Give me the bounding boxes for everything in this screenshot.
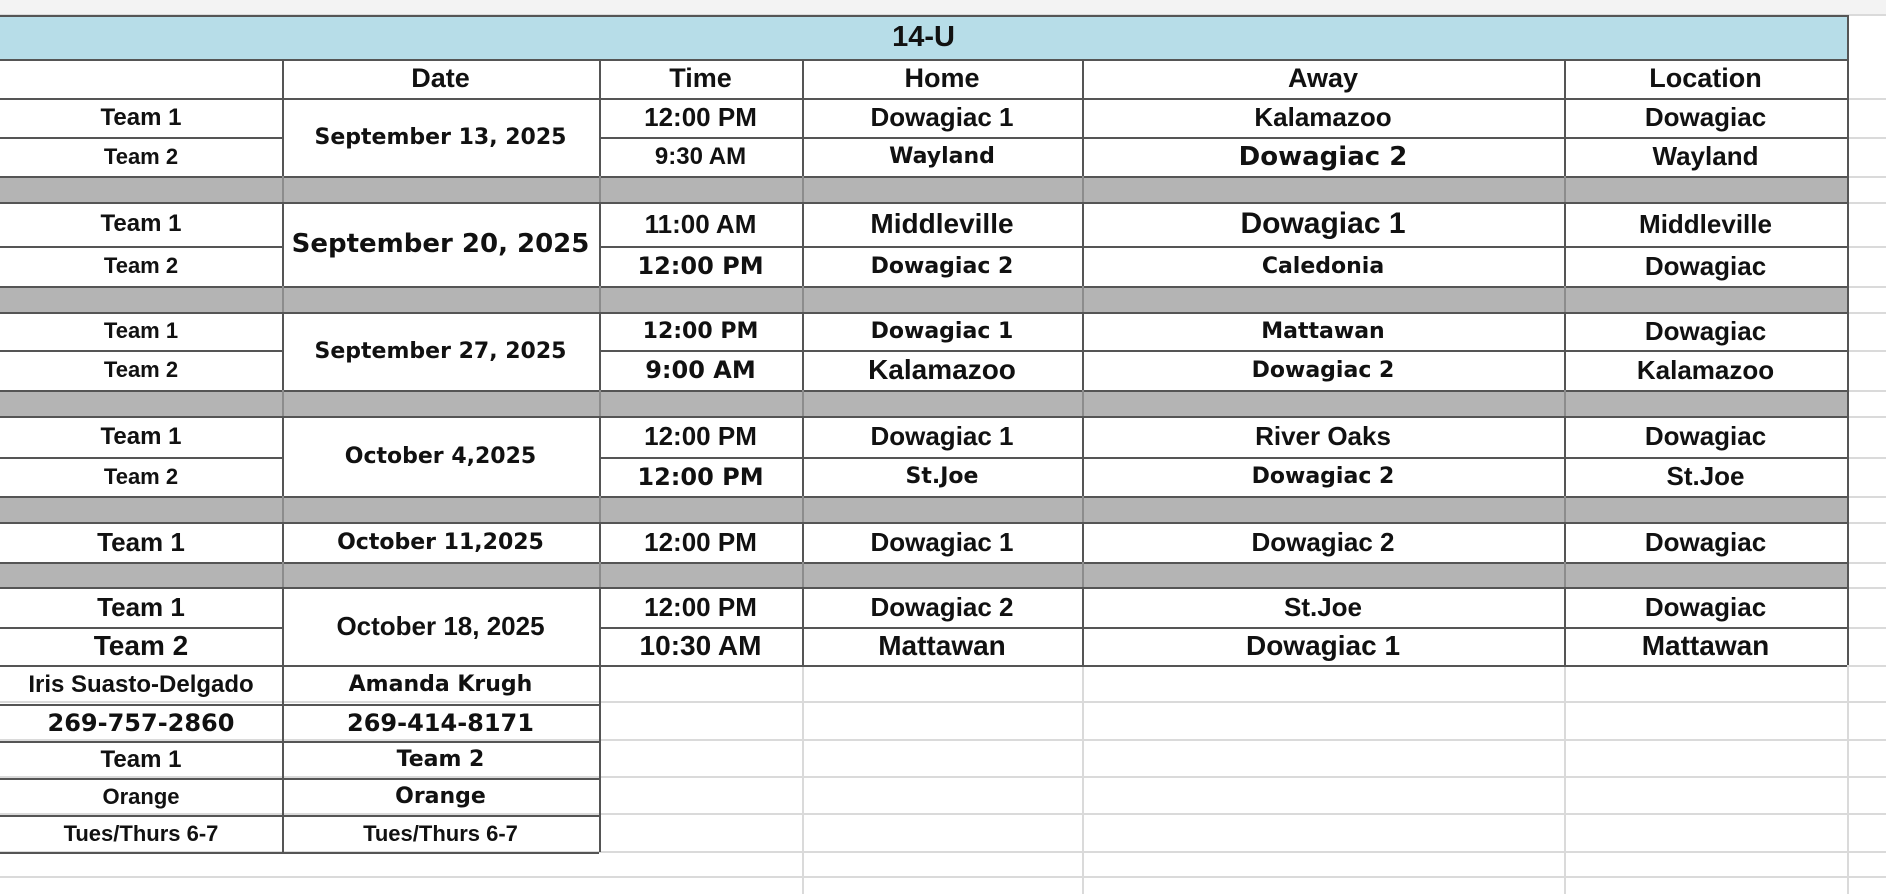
column-border (1564, 202, 1566, 286)
team-cell[interactable]: Team 2 (103, 143, 179, 169)
column-border (1564, 587, 1566, 665)
column-border (1082, 202, 1084, 286)
team-cell[interactable]: Team 1 (103, 318, 179, 343)
home-cell[interactable]: Mattawan (878, 630, 1006, 661)
row-border (0, 522, 1847, 524)
sheet-title[interactable]: 14-U (892, 20, 955, 53)
column-border (599, 416, 601, 496)
date-cell[interactable]: October 4,2025 (344, 443, 537, 469)
column-border (599, 496, 601, 522)
away-cell[interactable]: Kalamazoo (1254, 102, 1392, 132)
header-location[interactable]: Location (1649, 63, 1762, 93)
home-cell[interactable]: Dowagiac 1 (870, 318, 1014, 344)
location-cell[interactable]: Dowagiac (1644, 250, 1767, 281)
location-cell[interactable]: St.Joe (1666, 461, 1745, 491)
row-border (0, 390, 1847, 392)
date-cell[interactable]: September 13, 2025 (314, 124, 567, 150)
column-border (282, 587, 284, 665)
row-border (1847, 522, 1886, 524)
separator-band (0, 562, 1847, 587)
row-border (0, 246, 282, 248)
column-border (1082, 496, 1084, 522)
row-border (1847, 246, 1886, 248)
row-border (1847, 416, 1886, 418)
column-border (599, 522, 601, 562)
column-border (1564, 312, 1566, 390)
row-border (0, 312, 1847, 314)
date-cell[interactable]: October 11,2025 (337, 529, 544, 555)
row-border (0, 587, 1847, 589)
row-border (0, 627, 282, 629)
location-cell[interactable]: Kalamazoo (1636, 354, 1775, 385)
date-cell[interactable]: October 18, 2025 (336, 610, 545, 641)
date-cell[interactable]: September 27, 2025 (314, 338, 567, 364)
separator-band (0, 176, 1847, 202)
column-border (599, 59, 601, 98)
location-cell[interactable]: Dowagiac (1644, 526, 1767, 557)
column-border (1564, 59, 1566, 98)
column-border (802, 665, 804, 894)
column-border (599, 587, 601, 665)
column-header-strip (0, 0, 1886, 14)
column-border (1082, 176, 1084, 202)
away-cell[interactable]: Dowagiac 2 (1238, 141, 1408, 172)
column-border (1564, 496, 1566, 522)
coach-info-cell[interactable]: 269-414-8171 (347, 708, 534, 737)
column-border (282, 496, 284, 522)
column-border (1082, 522, 1084, 562)
row-border (599, 137, 1847, 139)
home-cell[interactable]: Dowagiac 2 (870, 253, 1014, 279)
team-cell[interactable]: Team 1 (97, 591, 185, 622)
column-border (1564, 562, 1566, 587)
header-date[interactable]: Date (411, 63, 470, 93)
away-cell[interactable]: St.Joe (1283, 591, 1363, 622)
location-cell[interactable]: Dowagiac (1644, 102, 1767, 132)
column-border (282, 286, 284, 312)
column-border (1564, 665, 1566, 894)
column-border (802, 496, 804, 522)
row-border (1847, 202, 1886, 204)
time-cell[interactable]: 12:00 PM (644, 591, 757, 622)
row-border (1847, 98, 1886, 100)
team-cell[interactable]: Team 2 (103, 253, 179, 278)
row-border (0, 176, 1847, 178)
away-cell[interactable]: Dowagiac 1 (1240, 207, 1406, 240)
column-border (599, 98, 601, 176)
column-border (802, 286, 804, 312)
time-cell[interactable]: 12:00 PM (637, 252, 764, 280)
column-border (802, 98, 804, 176)
team-cell[interactable]: Team 2 (103, 357, 179, 382)
column-border (802, 587, 804, 665)
column-border (599, 390, 601, 416)
coach-info-cell[interactable]: 269-757-2860 (47, 708, 235, 737)
column-border (1082, 562, 1084, 587)
time-cell[interactable]: 10:30 AM (639, 630, 762, 661)
column-border (599, 665, 601, 852)
column-border (1564, 416, 1566, 496)
row-border (0, 59, 1847, 61)
column-border (802, 562, 804, 587)
header-home[interactable]: Home (904, 63, 980, 93)
row-border (0, 457, 282, 459)
row-border (0, 137, 282, 139)
home-cell[interactable]: St.Joe (905, 464, 979, 489)
coach-info-cell[interactable]: Iris Suasto-Delgado (28, 670, 254, 698)
location-cell[interactable]: Dowagiac (1644, 421, 1767, 451)
row-border (1847, 390, 1886, 392)
column-border (1082, 312, 1084, 390)
location-cell[interactable]: Wayland (1652, 141, 1759, 171)
away-cell[interactable]: Mattawan (1261, 318, 1385, 344)
date-cell[interactable]: September 20, 2025 (291, 229, 590, 259)
column-border (802, 176, 804, 202)
row-border (1847, 457, 1886, 459)
column-border (599, 312, 601, 390)
row-border (1847, 496, 1886, 498)
coach-info-cell[interactable]: Orange (395, 784, 486, 809)
home-cell[interactable]: Dowagiac 1 (870, 102, 1014, 132)
time-cell[interactable]: 12:00 PM (644, 421, 757, 451)
column-border (1082, 98, 1084, 176)
separator-band (0, 390, 1847, 416)
row-border (0, 350, 282, 352)
row-border (0, 562, 1847, 564)
column-border (282, 312, 284, 390)
coach-info-cell[interactable]: Team 1 (100, 745, 182, 773)
home-cell[interactable]: Dowagiac 2 (870, 591, 1014, 622)
column-border (1082, 286, 1084, 312)
row-border (1847, 665, 1886, 667)
column-border (1847, 665, 1849, 894)
home-cell[interactable]: Middleville (870, 208, 1014, 239)
row-border (0, 496, 1847, 498)
home-cell[interactable]: Kalamazoo (868, 354, 1016, 385)
column-border (802, 312, 804, 390)
header-blank[interactable] (0, 59, 282, 98)
row-border (599, 457, 1847, 459)
row-border (1847, 137, 1886, 139)
row-border (0, 202, 1847, 204)
home-cell[interactable]: Dowagiac 1 (870, 526, 1014, 557)
column-border (599, 202, 601, 286)
home-cell[interactable]: Dowagiac 1 (870, 421, 1014, 451)
coach-info-cell[interactable]: Tues/Thurs 6-7 (63, 820, 219, 846)
row-border (0, 15, 1847, 17)
time-cell[interactable]: 9:00 AM (645, 356, 756, 384)
column-border (1082, 416, 1084, 496)
column-border (282, 562, 284, 587)
header-away[interactable]: Away (1287, 63, 1359, 93)
column-border (282, 176, 284, 202)
team-cell[interactable]: Team 1 (100, 103, 182, 131)
column-border (802, 522, 804, 562)
column-border (1564, 286, 1566, 312)
row-border (0, 852, 599, 854)
separator-band (0, 496, 1847, 522)
team-cell[interactable]: Team 1 (100, 210, 182, 237)
time-cell[interactable]: 12:00 PM (644, 102, 757, 132)
away-cell[interactable]: Dowagiac 1 (1245, 630, 1401, 661)
column-border (1564, 390, 1566, 416)
row-border (1847, 312, 1886, 314)
column-border (282, 59, 284, 98)
column-border (282, 665, 284, 852)
row-border (1847, 176, 1886, 178)
row-border (0, 876, 1886, 878)
team-cell[interactable]: Team 1 (100, 422, 182, 450)
time-cell[interactable]: 11:00 AM (644, 208, 757, 239)
away-cell[interactable]: Dowagiac 2 (1251, 464, 1395, 489)
location-cell[interactable]: Middleville (1639, 208, 1772, 239)
column-border (599, 562, 601, 587)
row-border (599, 350, 1847, 352)
time-cell[interactable]: 9:30 AM (654, 142, 747, 170)
separator-band (0, 286, 1847, 312)
coach-info-cell[interactable]: Amanda Krugh (348, 672, 533, 697)
team-cell[interactable]: Team 2 (93, 630, 189, 661)
column-border (1564, 522, 1566, 562)
time-cell[interactable]: 12:00 PM (637, 462, 764, 491)
row-border (599, 627, 1847, 629)
location-cell[interactable]: Dowagiac (1644, 315, 1767, 346)
column-border (1082, 665, 1084, 894)
location-cell[interactable]: Mattawan (1641, 630, 1770, 661)
column-border (282, 390, 284, 416)
team-cell[interactable]: Team 2 (103, 463, 179, 489)
column-border (1082, 59, 1084, 98)
row-border (1847, 627, 1886, 629)
away-cell[interactable]: Caledonia (1261, 253, 1385, 279)
column-border (802, 202, 804, 286)
column-border (599, 286, 601, 312)
column-border (282, 416, 284, 496)
column-border (1564, 98, 1566, 176)
time-cell[interactable]: 12:00 PM (642, 318, 759, 344)
away-cell[interactable]: Dowagiac 2 (1251, 357, 1395, 383)
team-cell[interactable]: Team 1 (97, 526, 185, 557)
location-cell[interactable]: Dowagiac (1644, 591, 1767, 622)
row-border (1847, 286, 1886, 288)
away-cell[interactable]: Dowagiac 2 (1251, 526, 1395, 557)
row-border (0, 98, 1847, 100)
row-border (1847, 350, 1886, 352)
column-border (282, 98, 284, 176)
column-border (802, 416, 804, 496)
home-cell[interactable]: Wayland (889, 144, 995, 169)
coach-info-cell[interactable]: Tues/Thurs 6-7 (363, 820, 518, 846)
away-cell[interactable]: River Oaks (1255, 421, 1391, 451)
time-cell[interactable]: 12:00 PM (644, 526, 757, 557)
row-border (599, 246, 1847, 248)
column-border (282, 522, 284, 562)
column-border (1564, 176, 1566, 202)
coach-info-cell[interactable]: Orange (102, 783, 180, 809)
row-border (0, 416, 1847, 418)
row-border (0, 286, 1847, 288)
column-border (802, 59, 804, 98)
coach-info-cell[interactable]: Team 2 (396, 747, 485, 772)
row-border (1847, 587, 1886, 589)
column-border (1082, 587, 1084, 665)
column-border (282, 202, 284, 286)
column-border (599, 176, 601, 202)
column-border (802, 390, 804, 416)
column-border (1847, 15, 1849, 665)
header-time[interactable]: Time (669, 63, 732, 93)
column-border (1082, 390, 1084, 416)
row-border (1847, 562, 1886, 564)
